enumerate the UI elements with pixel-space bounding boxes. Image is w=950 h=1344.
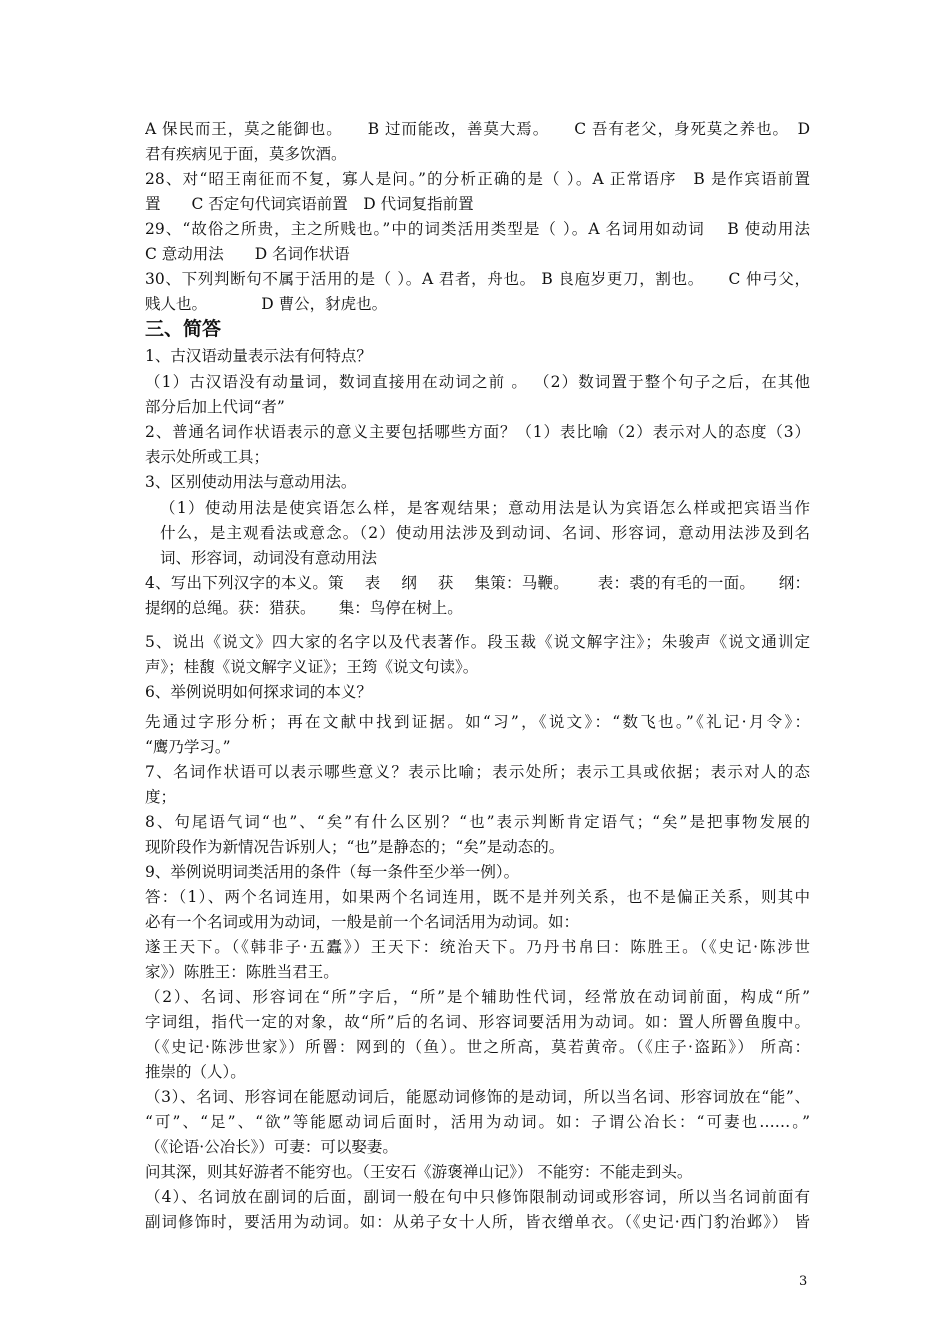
- text-line: 君有疾病见于面，莫多饮酒。: [145, 145, 347, 163]
- page-number: 3: [799, 1274, 808, 1289]
- text-line: 贱人也。 D 曹公，豺虎也。: [145, 295, 388, 313]
- text-line: “鹰乃学习。”: [145, 738, 231, 756]
- text-line: 问其深，则其好游者不能穷也。（王安石《游褒禅山记》） 不能穷：不能走到头。: [145, 1163, 693, 1181]
- text-line: 现阶段作为新情况告诉别人；“也”是静态的；“矣”是动态的。: [145, 838, 565, 856]
- text-line: 度；: [145, 788, 177, 806]
- text-line: （3）、名词、形容词在能愿动词后，能愿动词修饰的是动词，所以当名词、形容词放在“能”、: [145, 1088, 810, 1106]
- text-line: 28、对“昭王南征而不复，寡人是问。”的分析正确的是（ ）。A 正常语序 B 是作宾语前置: [145, 170, 810, 188]
- text-line: 2、普通名词作状语表示的意义主要包括哪些方面？（1）表比喻（2）表示对人的态度（3）: [145, 423, 810, 441]
- text-line: 1、古汉语动量表示法有何特点？: [145, 347, 372, 365]
- text-line: 字词组，指代一定的对象，故“所”后的名词、形容词要活用为动词。如：置人所罾鱼腹中。: [145, 1013, 810, 1031]
- text-line: 4、写出下列汉字的本义。策 表 纲 获 集策：马鞭。 表：裘的有毛的一面。 纲：: [145, 574, 810, 592]
- text-line: （2）、名词、形容词在“所”字后，“所”是个辅助性代词，经常放在动词前面，构成“所”: [145, 988, 810, 1006]
- text-line: 先通过字形分析；再在文献中找到证据。如“习”，《说文》：“数飞也。”《礼记·月令》：: [145, 713, 810, 731]
- text-line: 副词修饰时，要活用为动词。如：从弟子女十人所，皆衣缯单衣。（《史记·西门豹治邺》） 皆: [145, 1213, 810, 1231]
- text-line: 答：（1）、两个名词连用，如果两个名词连用，既不是并列关系，也不是偏正关系，则其中: [145, 888, 810, 906]
- text-line: 声》；桂馥《说文解字义证》；王筠《说文句读》。: [145, 658, 479, 676]
- text-line: （1）古汉语没有动量词，数词直接用在动词之前 。 （2）数词置于整个句子之后，在其他: [145, 373, 810, 391]
- text-line: （1）使动用法是使宾语怎么样，是客观结果；意动用法是认为宾语怎么样或把宾语当作: [160, 499, 810, 517]
- text-line: 提纲的总绳。获：猎获。 集：鸟停在树上。: [145, 599, 463, 617]
- text-line: （4）、名词放在副词的后面，副词一般在句中只修饰限制动词或形容词，所以当名词前面有: [145, 1188, 810, 1206]
- text-line: 3、区别使动用法与意动用法。: [145, 473, 357, 491]
- text-line: 必有一个名词或用为动词，一般是前一个名词活用为动词。如：: [145, 913, 580, 931]
- text-line: C 意动用法 D 名词作状语: [145, 245, 350, 263]
- text-line: 6、举例说明如何探求词的本义？: [145, 683, 372, 701]
- text-line: 什么，是主观看法或意念。（2）使动用法涉及到动词、名词、形容词，意动用法涉及到名: [160, 524, 810, 542]
- text-line: 9、举例说明词类活用的条件（每一条件至少举一例）。: [145, 863, 520, 881]
- text-line: 7、名词作状语可以表示哪些意义？表示比喻；表示处所；表示工具或依据；表示对人的态: [145, 763, 810, 781]
- text-line: 家》）陈胜王：陈胜当君王。: [145, 963, 339, 981]
- text-line: （《史记·陈涉世家》）所罾：网到的（鱼）。世之所高，莫若黄帝。（《庄子·盗跖》） 所高：: [145, 1038, 810, 1056]
- text-line: 遂王天下。（《韩非子·五蠹》）王天下：统治天下。乃丹书帛曰：陈胜王。（《史记·陈涉世: [145, 938, 810, 956]
- text-line: 29、“故俗之所贵，主之所贱也。”中的词类活用类型是（ ）。A 名词用如动词 B 使动用法: [145, 220, 810, 238]
- section-heading: 三、简答: [145, 318, 222, 340]
- text-line: 词、形容词，动词没有意动用法: [160, 549, 378, 567]
- text-line: 表示处所或工具；: [145, 448, 270, 466]
- text-line: （《论语·公冶长》）可妻：可以娶妻。: [145, 1138, 398, 1156]
- text-line: 30、下列判断句不属于活用的是（ ）。A 君者，舟也。 B 良庖岁更刀，割也。 C 仲弓父，: [145, 270, 810, 288]
- text-line: 8、句尾语气词“也”、“矣”有什么区别？“也”表示判断肯定语气；“矣”是把事物发展的: [145, 813, 810, 831]
- text-line: “可”、“足”、“欲”等能愿动词后面时，活用为动词。如：子谓公冶长：“可妻也……。”: [145, 1113, 810, 1131]
- text-line: 置 C 否定句代词宾语前置 D 代词复指前置: [145, 195, 474, 213]
- text-line: 5、说出《说文》四大家的名字以及代表著作。段玉裁《说文解字注》；朱骏声《说文通训定: [145, 633, 810, 651]
- text-line: 部分后加上代词“者”: [145, 398, 285, 416]
- text-line: 推崇的（人）。: [145, 1063, 246, 1081]
- text-line: A 保民而王，莫之能御也。 B 过而能改，善莫大焉。 C 吾有老父，身死莫之养也。 D: [145, 120, 810, 138]
